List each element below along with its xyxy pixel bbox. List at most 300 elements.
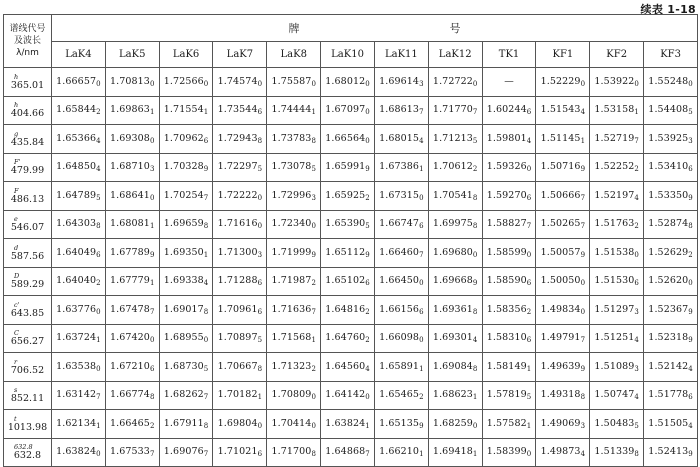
index-cell bbox=[105, 324, 159, 353]
index-cell bbox=[213, 96, 267, 125]
index-last-digit: 7 bbox=[149, 450, 155, 459]
index-cell bbox=[428, 438, 482, 467]
index-last-digit: 4 bbox=[634, 193, 639, 202]
index-last-digit: 3 bbox=[634, 307, 639, 316]
index-value: 1.57819 bbox=[486, 389, 527, 401]
index-cell bbox=[159, 68, 213, 97]
index-value: 1.68012 bbox=[325, 75, 366, 87]
index-value: 1.55248 bbox=[648, 75, 689, 87]
index-cell bbox=[52, 381, 106, 410]
index-cell bbox=[482, 182, 536, 211]
index-value: 1.53925 bbox=[648, 132, 689, 144]
index-cell bbox=[590, 125, 644, 154]
index-cell bbox=[213, 324, 267, 353]
index-cell bbox=[590, 182, 644, 211]
index-value: 1.70813 bbox=[109, 75, 150, 87]
index-last-digit: 9 bbox=[580, 250, 586, 259]
index-value: 1.50716 bbox=[540, 161, 581, 173]
index-cell bbox=[374, 381, 428, 410]
index-value: 1.67478 bbox=[109, 303, 150, 315]
index-last-digit: 7 bbox=[580, 222, 586, 231]
index-last-digit: 5 bbox=[688, 108, 693, 117]
index-cell bbox=[213, 381, 267, 410]
index-last-digit: 7 bbox=[580, 193, 586, 202]
index-last-digit: 7 bbox=[311, 307, 316, 316]
index-last-digit: 7 bbox=[526, 222, 532, 231]
spectral-line-cell bbox=[4, 96, 52, 125]
index-value: 1.62134 bbox=[56, 417, 97, 429]
index-cell bbox=[374, 182, 428, 211]
index-value: 1.70328 bbox=[163, 161, 204, 173]
index-last-digit: 7 bbox=[149, 307, 155, 316]
index-last-digit: 0 bbox=[203, 79, 209, 88]
index-value: 1.70667 bbox=[217, 360, 258, 372]
wavelength-value: 852.11 bbox=[10, 393, 45, 405]
line-label-2: 及波长 bbox=[13, 36, 41, 46]
table-row bbox=[4, 438, 698, 467]
index-last-digit: 6 bbox=[419, 222, 424, 231]
line-symbol: s bbox=[14, 386, 18, 395]
index-last-digit: 0 bbox=[688, 79, 693, 88]
index-last-digit: 0 bbox=[149, 193, 155, 202]
index-last-digit: 2 bbox=[311, 364, 316, 373]
index-cell bbox=[644, 68, 698, 97]
index-cell bbox=[374, 296, 428, 325]
index-value: 1.52367 bbox=[648, 303, 689, 315]
index-value: 1.66460 bbox=[379, 246, 420, 258]
index-last-digit: 1 bbox=[526, 421, 532, 430]
index-last-digit: 5 bbox=[257, 165, 263, 174]
index-value: 1.64850 bbox=[56, 161, 97, 173]
index-value: 1.67097 bbox=[325, 104, 366, 116]
column-header: KF1 bbox=[536, 42, 590, 68]
index-last-digit: 0 bbox=[688, 279, 693, 288]
index-value: 1.67420 bbox=[109, 332, 150, 344]
index-value: 1.66657 bbox=[56, 75, 97, 87]
index-value: 1.67911 bbox=[163, 417, 204, 429]
index-last-digit: 9 bbox=[149, 250, 155, 259]
table-row bbox=[4, 153, 698, 182]
index-last-digit: 1 bbox=[419, 364, 424, 373]
index-value: 1.51538 bbox=[594, 246, 635, 258]
index-cell bbox=[159, 210, 213, 239]
index-last-digit: 2 bbox=[526, 307, 532, 316]
index-cell bbox=[374, 438, 428, 467]
index-cell bbox=[428, 410, 482, 439]
index-cell bbox=[159, 239, 213, 268]
index-value: 1.71288 bbox=[217, 275, 258, 287]
index-last-digit: 2 bbox=[96, 108, 101, 117]
spectral-line-cell bbox=[4, 153, 52, 182]
index-cell bbox=[590, 381, 644, 410]
index-value: 1.69614 bbox=[379, 75, 420, 87]
index-last-digit: 6 bbox=[526, 336, 532, 345]
line-symbol: C bbox=[14, 329, 19, 338]
index-last-digit: 9 bbox=[688, 450, 693, 459]
index-last-digit: 6 bbox=[203, 136, 209, 145]
line-symbol: g bbox=[14, 129, 19, 138]
line-symbol: D bbox=[14, 272, 20, 281]
index-last-digit: 8 bbox=[472, 307, 478, 316]
index-cell bbox=[52, 125, 106, 154]
spectral-line-cell bbox=[4, 239, 52, 268]
index-value: 1.52620 bbox=[648, 275, 689, 287]
wavelength-value: 546.07 bbox=[10, 222, 45, 234]
wavelength-value: 435.84 bbox=[10, 136, 45, 148]
index-cell bbox=[428, 324, 482, 353]
index-last-digit: 8 bbox=[96, 222, 101, 231]
index-value: 1.65991 bbox=[325, 161, 366, 173]
index-last-digit: 8 bbox=[149, 393, 155, 402]
index-value: 1.52252 bbox=[594, 161, 635, 173]
index-value: 1.72943 bbox=[217, 132, 258, 144]
index-last-digit: 2 bbox=[419, 393, 424, 402]
table-row bbox=[4, 68, 698, 97]
index-last-digit: 0 bbox=[526, 450, 532, 459]
index-last-digit: 4 bbox=[96, 136, 101, 145]
index-last-digit: 6 bbox=[634, 279, 639, 288]
index-cell bbox=[536, 438, 590, 467]
index-last-digit: 0 bbox=[96, 364, 101, 373]
index-value: 1.68081 bbox=[109, 218, 150, 230]
index-value: 1.75587 bbox=[271, 75, 312, 87]
index-cell bbox=[482, 96, 536, 125]
index-value: 1.65135 bbox=[379, 417, 420, 429]
index-last-digit: 1 bbox=[149, 279, 155, 288]
index-cell bbox=[321, 381, 375, 410]
index-value: 1.71770 bbox=[432, 104, 473, 116]
table-row bbox=[4, 267, 698, 296]
index-cell bbox=[159, 267, 213, 296]
grade-header bbox=[52, 15, 698, 42]
index-cell bbox=[52, 153, 106, 182]
index-cell bbox=[105, 381, 159, 410]
index-value: 1.72222 bbox=[217, 189, 258, 201]
index-last-digit: 9 bbox=[311, 250, 316, 259]
index-last-digit: 0 bbox=[419, 279, 424, 288]
index-last-digit: 4 bbox=[526, 136, 532, 145]
index-value: 1.68730 bbox=[163, 360, 204, 372]
index-cell bbox=[644, 353, 698, 382]
index-cell bbox=[644, 267, 698, 296]
index-last-digit: 7 bbox=[419, 108, 424, 117]
index-value: 1.65366 bbox=[56, 132, 97, 144]
index-last-digit: 7 bbox=[472, 108, 478, 117]
index-cell bbox=[428, 381, 482, 410]
index-cell bbox=[644, 153, 698, 182]
index-value: 1.66774 bbox=[109, 389, 150, 401]
index-cell bbox=[105, 210, 159, 239]
index-cell bbox=[590, 324, 644, 353]
index-last-digit: 7 bbox=[634, 136, 639, 145]
index-value: 1.51778 bbox=[648, 389, 689, 401]
index-value: 1.58399 bbox=[486, 446, 527, 458]
spectral-line-cell bbox=[4, 210, 52, 239]
index-value: 1.70961 bbox=[217, 303, 258, 315]
line-label-3: λ/nm bbox=[16, 48, 39, 58]
index-value: 1.70809 bbox=[271, 389, 312, 401]
index-value: 1.65925 bbox=[325, 189, 366, 201]
index-last-digit: 9 bbox=[365, 165, 370, 174]
index-last-digit: 6 bbox=[419, 307, 424, 316]
index-cell bbox=[644, 410, 698, 439]
table-row bbox=[4, 96, 698, 125]
index-value: 1.69017 bbox=[163, 303, 204, 315]
column-header: LaK4 bbox=[52, 42, 106, 68]
index-value: 1.63538 bbox=[56, 360, 97, 372]
index-cell bbox=[590, 210, 644, 239]
index-value: 1.69301 bbox=[432, 332, 473, 344]
index-value: 1.65112 bbox=[325, 246, 366, 258]
index-cell bbox=[321, 182, 375, 211]
index-value: 1.52413 bbox=[648, 446, 689, 458]
index-cell bbox=[482, 210, 536, 239]
index-cell bbox=[105, 267, 159, 296]
index-cell bbox=[321, 324, 375, 353]
index-cell bbox=[321, 210, 375, 239]
index-last-digit: 3 bbox=[311, 193, 316, 202]
wavelength-value: 643.85 bbox=[10, 307, 45, 319]
index-value: 1.65891 bbox=[379, 360, 420, 372]
index-cell bbox=[590, 353, 644, 382]
index-value: 1.64560 bbox=[325, 360, 366, 372]
index-cell bbox=[374, 324, 428, 353]
index-last-digit: 8 bbox=[203, 222, 209, 231]
index-last-digit: 9 bbox=[580, 165, 586, 174]
index-cell bbox=[267, 239, 321, 268]
index-cell bbox=[590, 267, 644, 296]
index-value: 1.53410 bbox=[648, 161, 689, 173]
line-symbol: d bbox=[14, 243, 19, 252]
index-last-digit: 0 bbox=[472, 421, 478, 430]
index-cell bbox=[374, 353, 428, 382]
index-value: 1.69680 bbox=[432, 246, 473, 258]
index-value: 1.51543 bbox=[540, 104, 581, 116]
index-cell bbox=[105, 239, 159, 268]
index-cell bbox=[213, 353, 267, 382]
index-cell bbox=[536, 210, 590, 239]
index-last-digit: 2 bbox=[634, 165, 639, 174]
index-value: 1.69975 bbox=[432, 218, 473, 230]
spectral-line-cell bbox=[4, 182, 52, 211]
index-cell bbox=[321, 153, 375, 182]
column-header: LaK12 bbox=[428, 42, 482, 68]
index-value: 1.50050 bbox=[540, 275, 581, 287]
index-cell bbox=[159, 353, 213, 382]
index-cell bbox=[644, 239, 698, 268]
line-symbol: r bbox=[14, 357, 18, 366]
index-value: 1.70182 bbox=[217, 389, 258, 401]
index-last-digit: 4 bbox=[634, 336, 639, 345]
index-last-digit: 5 bbox=[472, 136, 478, 145]
wavelength-value: 365.01 bbox=[10, 79, 45, 91]
index-value: 1.60244 bbox=[486, 104, 527, 116]
index-last-digit: 1 bbox=[634, 108, 639, 117]
index-value: 1.71987 bbox=[271, 275, 312, 287]
index-value: 1.71323 bbox=[271, 360, 312, 372]
index-value: 1.64303 bbox=[56, 218, 97, 230]
index-last-digit: 3 bbox=[419, 79, 424, 88]
index-cell bbox=[644, 96, 698, 125]
index-value: 1.72297 bbox=[217, 161, 258, 173]
table-row bbox=[4, 210, 698, 239]
index-last-digit: 4 bbox=[419, 136, 424, 145]
index-cell bbox=[536, 410, 590, 439]
table-row bbox=[4, 239, 698, 268]
index-cell bbox=[482, 125, 536, 154]
index-cell bbox=[536, 125, 590, 154]
wavelength-value: 1013.98 bbox=[7, 421, 48, 433]
index-cell bbox=[374, 267, 428, 296]
table-row bbox=[4, 296, 698, 325]
index-value: 1.59801 bbox=[486, 132, 527, 144]
index-last-digit: 6 bbox=[257, 450, 263, 459]
refractive-index-table bbox=[3, 14, 698, 467]
index-cell bbox=[213, 125, 267, 154]
index-cell bbox=[52, 353, 106, 382]
index-last-digit: 6 bbox=[257, 108, 263, 117]
index-value: 1.49873 bbox=[540, 446, 581, 458]
spectral-line-cell bbox=[4, 438, 52, 467]
index-last-digit: 8 bbox=[580, 393, 586, 402]
index-cell bbox=[267, 68, 321, 97]
index-cell bbox=[52, 438, 106, 467]
index-last-digit: 5 bbox=[365, 222, 370, 231]
wavelength-value: 587.56 bbox=[10, 250, 45, 262]
index-last-digit: 9 bbox=[365, 250, 370, 259]
table-row bbox=[4, 381, 698, 410]
index-value: 1.50666 bbox=[540, 189, 581, 201]
line-symbol: c' bbox=[14, 300, 20, 309]
line-symbol: t bbox=[14, 414, 17, 423]
index-cell bbox=[213, 210, 267, 239]
index-last-digit: 0 bbox=[311, 393, 316, 402]
wavelength-value: 404.66 bbox=[10, 108, 45, 120]
index-value: 1.68613 bbox=[379, 104, 420, 116]
index-value: 1.69659 bbox=[163, 218, 204, 230]
index-value: 1.64816 bbox=[325, 303, 366, 315]
index-cell bbox=[159, 153, 213, 182]
index-last-digit: 3 bbox=[688, 136, 693, 145]
index-value: 1.64049 bbox=[56, 246, 97, 258]
index-last-digit: 2 bbox=[472, 165, 478, 174]
wavelength-value: 632.8 bbox=[13, 450, 42, 462]
spectral-line-header bbox=[4, 15, 52, 68]
index-last-digit: 4 bbox=[634, 393, 639, 402]
index-cell bbox=[213, 267, 267, 296]
index-cell bbox=[482, 267, 536, 296]
index-cell bbox=[52, 324, 106, 353]
index-last-digit: 0 bbox=[580, 79, 586, 88]
column-header: LaK5 bbox=[105, 42, 159, 68]
index-last-digit: 8 bbox=[257, 136, 263, 145]
spectral-line-cell bbox=[4, 125, 52, 154]
index-value: 1.69361 bbox=[432, 303, 473, 315]
index-last-digit: 0 bbox=[257, 421, 263, 430]
index-last-digit: 8 bbox=[472, 222, 478, 231]
index-last-digit: 0 bbox=[365, 393, 370, 402]
index-last-digit: 1 bbox=[149, 108, 155, 117]
index-cell bbox=[105, 296, 159, 325]
index-last-digit: 7 bbox=[203, 393, 209, 402]
index-value: 1.70612 bbox=[432, 161, 473, 173]
index-last-digit: 0 bbox=[96, 307, 101, 316]
index-cell bbox=[105, 410, 159, 439]
spectral-line-cell bbox=[4, 68, 52, 97]
index-value: 1.66465 bbox=[109, 417, 150, 429]
index-cell bbox=[159, 125, 213, 154]
index-last-digit: 0 bbox=[472, 250, 478, 259]
wavelength-value: 656.27 bbox=[10, 336, 45, 348]
index-cell bbox=[536, 182, 590, 211]
index-cell bbox=[267, 296, 321, 325]
column-header: LaK10 bbox=[321, 42, 375, 68]
index-cell bbox=[428, 210, 482, 239]
index-value: 1.69804 bbox=[217, 417, 258, 429]
index-last-digit: 6 bbox=[526, 193, 532, 202]
index-cell bbox=[52, 239, 106, 268]
index-cell bbox=[428, 182, 482, 211]
index-cell bbox=[267, 210, 321, 239]
index-last-digit: 4 bbox=[580, 450, 586, 459]
index-last-digit: 2 bbox=[365, 193, 370, 202]
index-cell bbox=[267, 324, 321, 353]
index-cell bbox=[52, 410, 106, 439]
index-value: 1.57582 bbox=[486, 417, 527, 429]
index-value: 1.67533 bbox=[109, 446, 150, 458]
index-value: 1.63824 bbox=[56, 446, 97, 458]
index-cell bbox=[159, 381, 213, 410]
index-cell bbox=[105, 353, 159, 382]
index-last-digit: 0 bbox=[634, 250, 639, 259]
index-cell bbox=[482, 324, 536, 353]
index-cell bbox=[105, 182, 159, 211]
index-value: 1.71568 bbox=[271, 332, 312, 344]
index-last-digit: 0 bbox=[634, 79, 639, 88]
index-last-digit: 9 bbox=[688, 336, 693, 345]
index-last-digit: 0 bbox=[311, 79, 316, 88]
index-value: 1.52874 bbox=[648, 218, 689, 230]
index-cell bbox=[644, 125, 698, 154]
index-cell bbox=[590, 410, 644, 439]
index-cell bbox=[105, 68, 159, 97]
index-last-digit: 3 bbox=[634, 364, 639, 373]
index-value: 1.54408 bbox=[648, 104, 689, 116]
table-row bbox=[4, 353, 698, 382]
line-symbol: h bbox=[14, 72, 19, 81]
column-header: LaK7 bbox=[213, 42, 267, 68]
index-cell bbox=[374, 125, 428, 154]
index-last-digit: 0 bbox=[419, 336, 424, 345]
wavelength-value: 479.99 bbox=[10, 165, 45, 177]
table-body bbox=[4, 68, 698, 467]
index-cell bbox=[482, 438, 536, 467]
index-last-digit: 0 bbox=[311, 421, 316, 430]
index-last-digit: 6 bbox=[96, 250, 101, 259]
index-value: 1.50747 bbox=[594, 389, 635, 401]
index-cell bbox=[159, 182, 213, 211]
index-value: 1.58590 bbox=[486, 275, 527, 287]
index-last-digit: 0 bbox=[149, 136, 155, 145]
index-cell bbox=[52, 210, 106, 239]
index-value: 1.64868 bbox=[325, 446, 366, 458]
index-value: 1.71636 bbox=[271, 303, 312, 315]
index-value: 1.58310 bbox=[486, 332, 527, 344]
index-last-digit: 7 bbox=[419, 250, 424, 259]
index-cell bbox=[374, 239, 428, 268]
index-value: 1.67789 bbox=[109, 246, 150, 258]
index-value: 1.69418 bbox=[432, 446, 473, 458]
